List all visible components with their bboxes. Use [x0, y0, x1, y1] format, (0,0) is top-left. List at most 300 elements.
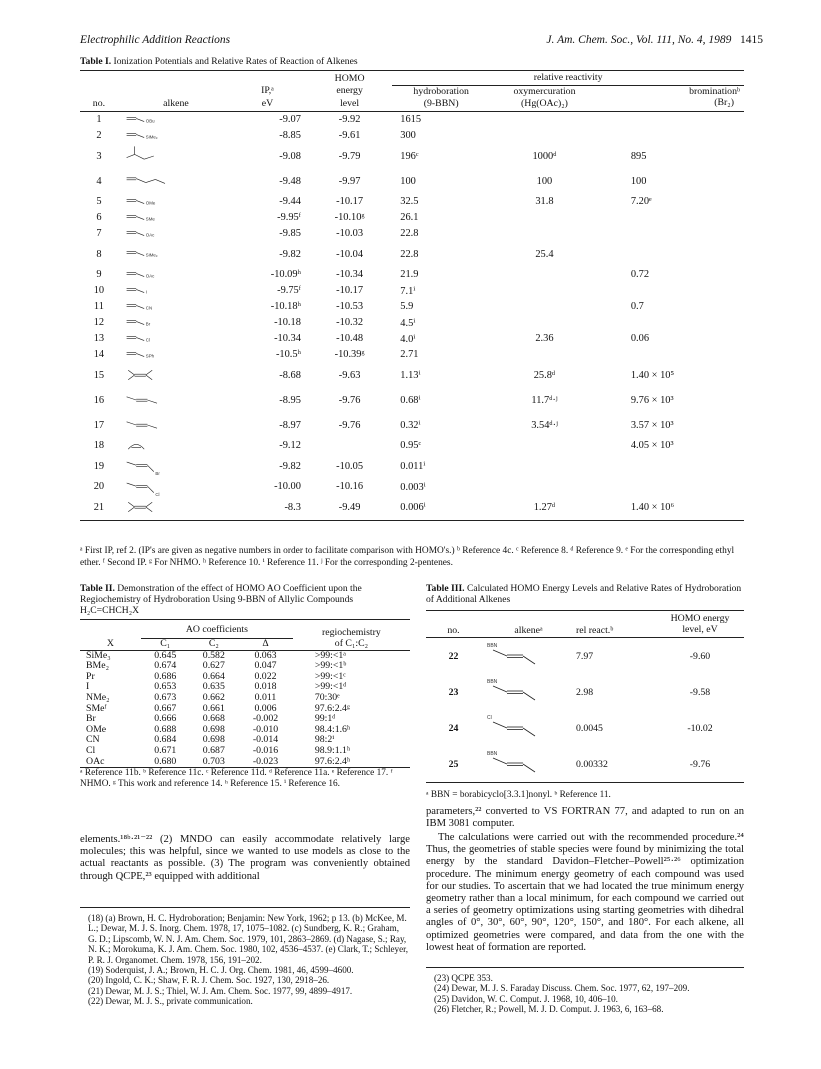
coeff-delta: 0.063 [254, 649, 277, 661]
table-row [80, 454, 744, 479]
coeff-c1: 0.666 [154, 713, 177, 725]
hydroboration-value: 1615 [400, 114, 422, 125]
oxymercuration-value: 100 [536, 175, 553, 187]
table-row [80, 672, 410, 683]
bromination-value [607, 128, 744, 144]
row-number: 8 [96, 248, 102, 260]
substituent-x: BMe₂ [86, 660, 110, 672]
alkene-skeleton [118, 392, 188, 408]
t1-head-homo2: energy [336, 85, 363, 97]
coeff-delta: 0.047 [254, 660, 277, 672]
substituent-label: SPh [145, 352, 154, 358]
coeff-c2: 0.662 [202, 692, 225, 704]
bromination-value: 0.7 [630, 301, 644, 312]
coeff-delta: -0.023 [252, 755, 279, 767]
table-row [80, 757, 410, 768]
alkene-structure [481, 710, 576, 746]
hydroboration-value: 32.5 [400, 196, 419, 207]
t3-head-rel: rel react.ᵇ [576, 625, 614, 636]
oxymercuration-value [482, 347, 607, 363]
ip-value: -10.18 [274, 317, 301, 328]
substituent-label: Br [155, 470, 160, 476]
homo-value: -9.92 [338, 114, 361, 125]
alkene-skeleton [118, 367, 188, 383]
bromination-value: 9.76 × 10³ [630, 394, 674, 406]
t1-head-homo3: level [340, 98, 360, 109]
table-row [80, 226, 744, 242]
structure-drawing [118, 347, 188, 363]
relative-reactivity: 7.97 [576, 650, 594, 662]
alkene-skeleton [118, 128, 188, 144]
homo-value [307, 438, 392, 454]
structure-drawing [118, 479, 188, 495]
t2-head-x: X [106, 637, 114, 649]
hydroboration-value: 0.006ⁱ [400, 502, 426, 513]
table1-title: Ionization Potentials and Relative Rates of Reaction of Alkenes [113, 56, 358, 67]
oxymercuration-value: 25.8ᵈ [533, 369, 556, 381]
t3-head-homo: HOMO energy [670, 613, 730, 624]
running-header-right [546, 34, 763, 46]
alkene-structure [118, 347, 234, 363]
structure-drawing [118, 194, 188, 210]
coeff-c1: 0.686 [154, 670, 177, 682]
coeff-c1: 0.680 [154, 755, 177, 767]
alkene-structure [118, 363, 234, 388]
t2-head-delta: Δ [262, 638, 269, 650]
structure-drawing [118, 392, 188, 408]
substituent-label: OMe [145, 199, 156, 205]
ip-value: -10.09ʰ [270, 269, 301, 280]
structure-drawing [118, 499, 188, 515]
alkene-skeleton [118, 194, 188, 210]
table-row [80, 242, 744, 267]
oxymercuration-value: 2.36 [535, 333, 554, 344]
coeff-c1: 0.671 [154, 745, 177, 757]
table2-title: Demonstration of the effect of HOMO AO Coefficient upon the Regiochemistry of Hydroboration Using 9-BBN of Allylic Compounds H₂C=CHCH₂X [80, 583, 362, 616]
coeff-c1: 0.674 [154, 660, 177, 672]
bromination-value [607, 347, 744, 363]
table-row [80, 661, 410, 672]
hydroboration-value: 0.32ⁱ [400, 420, 421, 431]
homo-value: -10.48 [336, 333, 364, 344]
coeff-c2: 0.661 [202, 702, 225, 714]
regiochemistry: 98.9:1.1ʰ [314, 745, 351, 757]
alkene-structure [118, 169, 234, 194]
alkene-structure [118, 210, 234, 226]
t1-head-ip: IP,ᵃ [261, 85, 274, 97]
substituent-label: SMe [145, 215, 155, 221]
homo-value: -9.63 [338, 369, 361, 381]
reference-entry: (22) Dewar, M. J. S., private communication. [88, 996, 253, 1007]
bromination-value [607, 454, 744, 479]
coeff-delta: 0.011 [254, 692, 277, 704]
oxymercuration-value [482, 226, 607, 242]
coeff-delta: 0.006 [254, 702, 277, 714]
substituent-x: NMe₂ [86, 692, 110, 704]
alkene-structure [118, 242, 234, 267]
coeff-c2: 0.698 [202, 723, 225, 735]
journal-citation: J. Am. Chem. Soc., Vol. 111, No. 4, 1989 [546, 34, 732, 46]
homo-value: -10.05 [336, 460, 364, 472]
t2-head-regio2: of C₁:C₂ [334, 637, 369, 649]
alkene-skeleton [118, 347, 188, 363]
table2-body [80, 650, 410, 768]
coeff-delta: -0.014 [252, 734, 279, 746]
row-number: 22 [448, 650, 459, 662]
hydroboration-value: 26.1 [400, 212, 419, 223]
substituent-label: BBN [487, 750, 498, 757]
alkene-structure [481, 674, 576, 710]
table-row [80, 111, 744, 128]
t2-head-regio: regiochemistry [322, 627, 381, 638]
bromination-value: 4.05 × 10³ [630, 440, 674, 451]
alkene-skeleton [118, 148, 188, 164]
substituent-x: Cl [86, 745, 96, 757]
substituent-x: CN [86, 734, 100, 746]
table-row [80, 128, 744, 144]
coeff-c2: 0.582 [202, 649, 225, 661]
alkene-skeleton [118, 299, 188, 315]
row-number: 1 [96, 114, 102, 125]
structure-drawing [118, 267, 188, 283]
table2-label: Table II. [80, 583, 115, 594]
regiochemistry: 70:30ᵉ [314, 692, 340, 704]
ip-value: -8.95 [279, 394, 301, 406]
substituent-label: I [145, 288, 147, 294]
substituent-label: OAc [145, 231, 155, 237]
row-number: 18 [93, 440, 105, 451]
t1-head-relative-reactivity: relative reactivity [392, 71, 744, 86]
hydroboration-value: 22.8 [400, 228, 419, 239]
homo-value: -10.03 [336, 228, 364, 239]
bromination-value: 0.72 [630, 269, 650, 280]
hydroboration-value: 0.003ⁱ [400, 481, 426, 493]
oxymercuration-value [482, 111, 607, 128]
hydroboration-value: 0.011ⁱ [400, 461, 426, 472]
alkene-structure [118, 331, 234, 347]
row-number: 2 [96, 130, 102, 141]
alkene-skeleton [118, 173, 188, 189]
homo-value: -10.10ᵍ [334, 212, 365, 223]
bromination-value [607, 111, 744, 128]
row-number: 9 [96, 269, 102, 280]
t1-head-homo: HOMO [334, 72, 365, 84]
table1 [80, 70, 744, 521]
coeff-c1: 0.645 [154, 649, 177, 661]
substituent-label: Br [145, 320, 151, 326]
oxymercuration-value [482, 210, 607, 226]
table-row [80, 704, 410, 715]
coeff-c2: 0.664 [202, 670, 225, 682]
table-row [80, 693, 410, 704]
hydroboration-value: 21.9 [400, 269, 419, 280]
alkene-skeleton [118, 226, 188, 242]
structure-drawing [118, 173, 188, 189]
substituent-label: OAc [145, 272, 155, 278]
ip-value: -9.95ᶠ [277, 212, 301, 223]
table-row [80, 413, 744, 438]
t1-head-alkene: alkene [163, 98, 189, 109]
structure-drawing [118, 226, 188, 242]
homo-value: -9.61 [338, 130, 361, 141]
alkene-structure [118, 299, 234, 315]
coeff-delta: -0.010 [252, 723, 279, 735]
coeff-c2: 0.687 [202, 745, 225, 757]
structure-drawing [118, 315, 188, 331]
table-row [80, 331, 744, 347]
alkene-structure [118, 283, 234, 299]
alkene-structure [118, 479, 234, 495]
table-row [426, 638, 744, 675]
ip-value: -9.82 [279, 460, 301, 472]
alkene-structure [118, 315, 234, 331]
regiochemistry: 98:2ⁱ [314, 734, 335, 746]
alkene-structure [118, 267, 234, 283]
running-header-left: Electrophilic Addition Reactions [80, 34, 231, 46]
table-row [80, 299, 744, 315]
substituent-x: OAc [86, 755, 105, 767]
row-number: 15 [93, 369, 105, 381]
reference-entry: (21) Dewar, M. J. S.; Thiel, W. J. Am. Chem. Soc. 1977, 99, 4899–4917. [88, 985, 353, 996]
alkene-skeleton [118, 283, 188, 299]
table1-footnote: ᵃ First IP, ref 2. (IP's are given as negative numbers in order to facilitate comparison with HOMO's.) ᵇ Reference 4c. ᶜ Reference 8. ᵈ Reference 9. ᵉ For the corresponding ethyl ether. ᶠ Second IP. ᵍ For NHMO. ʰ Reference 10. ⁱ Reference 11. ʲ For the corresponding 2-pentenes. [80, 546, 735, 568]
homo-value: -10.39ᵍ [334, 349, 365, 360]
reference-entry: (19) Soderquist, J. A.; Brown, H. C. J. Org. Chem. 1981, 46, 4599–4600. [88, 965, 354, 976]
bromination-value: 1.40 × 10⁵ [630, 369, 675, 381]
regiochemistry: >99:<1ᵈ [314, 681, 347, 693]
substituent-label: OBu [145, 117, 155, 123]
hydroboration-value: 100 [400, 175, 416, 187]
reference-entry: (26) Fletcher, R.; Powell, M. J. D. Comput. J. 1963, 6, 163–68. [434, 1004, 664, 1015]
coeff-delta: 0.018 [254, 681, 277, 693]
oxymercuration-value: 3.54ᵈ·ʲ [531, 419, 558, 431]
alkene-structure [118, 111, 234, 128]
homo-value: -10.16 [336, 481, 364, 492]
alkene-skeleton [481, 748, 561, 778]
coeff-delta: -0.016 [252, 745, 279, 757]
alkene-skeleton [118, 210, 188, 226]
row-number: 21 [93, 501, 105, 513]
alkene-skeleton [118, 499, 188, 515]
t2-head-ao: AO coefficients [141, 620, 293, 639]
bromination-value: 100 [630, 175, 647, 187]
structure-drawing [118, 367, 188, 383]
oxymercuration-value: 25.4 [535, 248, 554, 260]
relative-reactivity: 0.00332 [576, 758, 608, 770]
table-row [426, 674, 744, 710]
homo-value: -9.49 [338, 501, 361, 513]
row-number: 3 [96, 150, 102, 162]
t2-head-c1: C₁ [160, 638, 171, 650]
t1-head-ip-unit: eV [261, 98, 274, 109]
table-row [80, 283, 744, 299]
row-number: 6 [96, 212, 102, 223]
homo-value: -10.32 [336, 317, 364, 328]
regiochemistry: 97.6:2.4ʰ [314, 755, 351, 767]
table3-title: Calculated HOMO Energy Levels and Relative Rates of Hydroboration of Additional Alkenes [426, 583, 742, 605]
alkene-skeleton [118, 331, 188, 347]
reference-entry: (23) QCPE 353. [434, 973, 493, 983]
references-right [426, 967, 744, 1015]
ip-value: -8.3 [284, 501, 301, 513]
structure-drawing [118, 283, 188, 299]
structure-drawing [118, 148, 188, 164]
table-row [426, 710, 744, 746]
structure-drawing [118, 417, 188, 433]
table-row [426, 746, 744, 783]
homo-value: -9.76 [338, 394, 361, 406]
oxymercuration-value [482, 454, 607, 479]
row-number: 14 [93, 349, 105, 360]
coeff-c1: 0.673 [154, 692, 177, 704]
t1-head-hyd2: (9-BBN) [423, 98, 459, 109]
table3-caption [426, 583, 744, 605]
row-number: 24 [448, 722, 459, 734]
coeff-c1: 0.688 [154, 723, 177, 735]
substituent-x: SMeᶠ [86, 702, 107, 714]
homo-value: -9.79 [338, 150, 361, 162]
ip-value: -9.82 [279, 248, 301, 260]
homo-value: -9.76 [689, 758, 711, 770]
coeff-c1: 0.653 [154, 681, 177, 693]
bromination-value: 1.40 × 10⁶ [630, 501, 675, 513]
homo-value: -9.58 [689, 686, 711, 698]
alkene-skeleton [481, 712, 561, 742]
alkene-skeleton [118, 112, 188, 128]
coeff-delta: -0.002 [252, 713, 279, 725]
row-number: 23 [448, 686, 459, 698]
regiochemistry: >99:<1ᵇ [314, 660, 347, 672]
oxymercuration-value [482, 128, 607, 144]
row-number: 10 [93, 285, 105, 296]
alkene-skeleton [118, 458, 188, 474]
ip-value: -9.85 [279, 228, 301, 239]
homo-value: -10.53 [336, 301, 364, 312]
coeff-c1: 0.667 [154, 702, 177, 714]
hydroboration-value: 2.71 [400, 349, 419, 360]
row-number: 16 [93, 394, 105, 406]
t1-head-bro2: (Br₂) [714, 96, 734, 108]
coeff-c2: 0.698 [202, 734, 225, 746]
row-number: 19 [93, 460, 105, 472]
ip-value: -10.5ʰ [275, 349, 301, 360]
regiochemistry: 97.6:2.4ᵍ [314, 702, 350, 714]
row-number: 25 [448, 758, 459, 770]
coeff-c2: 0.627 [202, 660, 225, 672]
coeff-c1: 0.684 [154, 734, 177, 746]
bromination-value: 7.20ᵉ [630, 196, 652, 207]
structure-drawing [118, 331, 188, 347]
table-row [80, 725, 410, 736]
bromination-value: 3.57 × 10³ [630, 419, 674, 431]
bromination-value [607, 242, 744, 267]
alkene-skeleton [118, 267, 188, 283]
bromination-value: 895 [630, 150, 647, 162]
structure-drawing [118, 438, 188, 454]
table2-caption [80, 583, 410, 616]
substituent-label: SiMe₃ [145, 133, 158, 139]
homo-value: -9.97 [338, 175, 361, 187]
homo-value: -10.17 [336, 285, 364, 296]
table2-footnote: ᵃ Reference 11b. ᵇ Reference 11c. ᶜ Reference 11d. ᵈ Reference 11a. ᵉ Reference 17. ᶠ NHMO. ᵍ This work and reference 14. ʰ Reference 15. ⁱ Reference 16. [80, 768, 393, 789]
table-row [80, 650, 410, 661]
substituent-label: BBN [487, 678, 498, 685]
substituent-label: Cl [155, 491, 160, 497]
table3-body [426, 638, 744, 783]
table-row [80, 169, 744, 194]
oxymercuration-value [482, 283, 607, 299]
table-row [80, 194, 744, 210]
table1-body [80, 111, 744, 520]
alkene-structure [118, 226, 234, 242]
alkene-skeleton [118, 246, 188, 262]
t1-head-no: no. [92, 98, 106, 109]
t1-head-oxy: oxymercuration [513, 85, 576, 97]
substituent-x: Pr [86, 670, 95, 682]
alkene-skeleton [118, 417, 188, 433]
alkene-structure [118, 388, 234, 413]
ip-value: -9.44 [279, 196, 301, 207]
regiochemistry: >99:<1ᵃ [314, 649, 346, 661]
substituent-label: SiMe₃ [145, 252, 158, 258]
row-number: 17 [93, 419, 105, 431]
alkene-skeleton [118, 438, 188, 454]
body-text-right-2: The calculations were carried out with the recommended procedure.²⁴ Thus, the geometries of stable species were found by minimizing the total energy by the standard Davidon–Fletcher–Powell²⁵·²⁶ optimization procedure. The minimum energy geometry of each compound was used for our studies. To ascertain that we had located the true minimum energy geometry rather than a local minimum, for each compound we carried out a series of geometry optimizations using starting geometries with dihedral angles of 0°, 30°, 60°, 90°, 120°, 150°, and 180°. For each alkene, all optimized geometries were compared, and data from the one with the lowest heat of formation are reported. [426, 832, 744, 953]
regiochemistry: >99:<1ᶜ [314, 670, 346, 682]
references-left [80, 907, 410, 1007]
table-row [80, 479, 744, 495]
t3-head-alkene: alkeneᵃ [514, 625, 543, 636]
ip-value: -10.00 [274, 481, 301, 492]
bromination-value [607, 226, 744, 242]
hydroboration-value: 7.1ⁱ [400, 285, 416, 297]
table-row [80, 210, 744, 226]
bromination-value [607, 283, 744, 299]
table-row [80, 267, 744, 283]
table2 [80, 619, 410, 768]
homo-value: -9.60 [689, 650, 711, 662]
substituent-x: OMe [86, 723, 107, 735]
hydroboration-value: 0.95ᶜ [400, 440, 422, 451]
bromination-value [607, 210, 744, 226]
oxymercuration-value: 1000ᵈ [532, 150, 557, 162]
row-number: 12 [93, 317, 105, 328]
substituent-x: I [86, 681, 90, 693]
coeff-c2: 0.668 [202, 713, 225, 725]
oxymercuration-value [482, 315, 607, 331]
ip-value: -9.07 [279, 114, 301, 125]
row-number: 7 [96, 228, 102, 239]
t3-head-no: no. [447, 625, 460, 636]
table-row [80, 735, 410, 746]
relative-reactivity: 0.0045 [576, 722, 603, 734]
alkene-skeleton [481, 676, 561, 706]
oxymercuration-value [482, 479, 607, 495]
bromination-value [607, 479, 744, 495]
oxymercuration-value: 11.7ᵈ·ʲ [531, 394, 558, 406]
t3-head-homo2: level, eV [682, 624, 718, 635]
ip-value: -10.18ʰ [270, 301, 301, 312]
table-row [80, 315, 744, 331]
homo-value: -10.34 [336, 269, 364, 280]
table-row [80, 495, 744, 521]
alkene-structure [118, 438, 234, 454]
hydroboration-value: 4.0ⁱ [400, 333, 416, 345]
alkene-structure [118, 413, 234, 438]
alkene-structure [118, 194, 234, 210]
structure-drawing [118, 299, 188, 315]
substituent-label: CN [145, 304, 153, 310]
